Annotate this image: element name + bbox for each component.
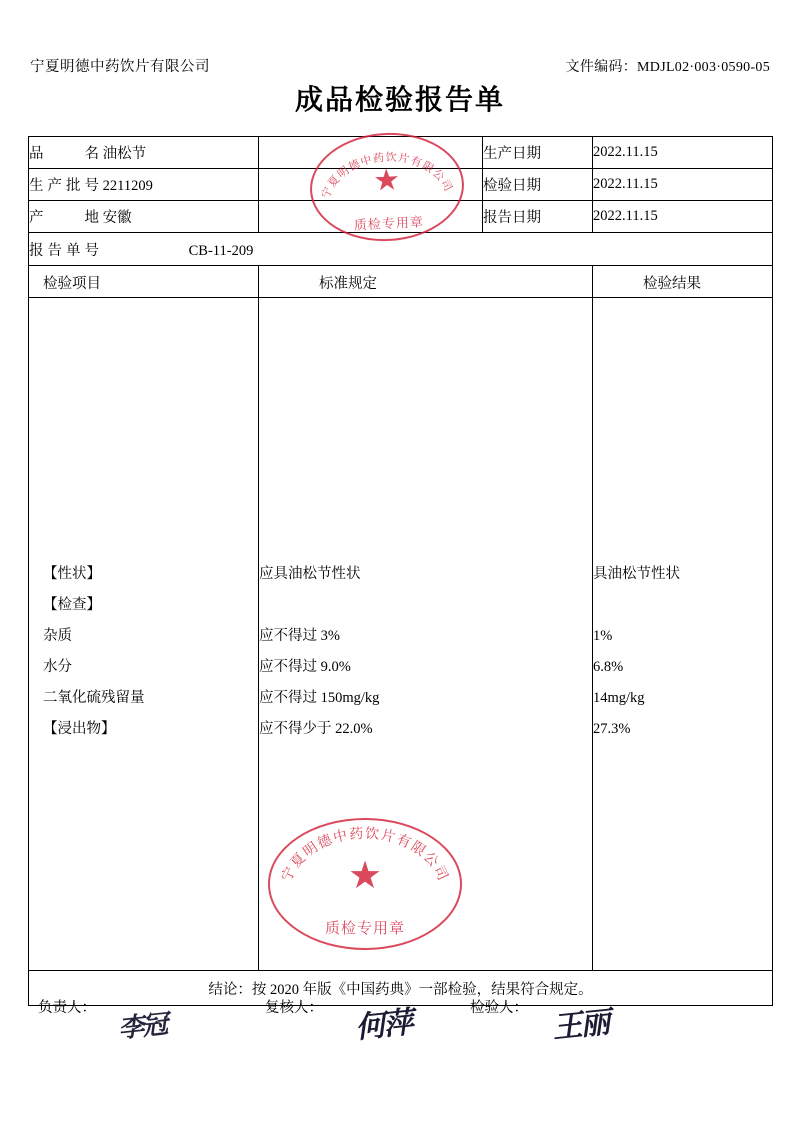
origin-label: 产 地 — [29, 210, 99, 226]
standards-list — [259, 523, 592, 745]
document-code-value: MDJL02·003·0590-05 — [637, 60, 770, 75]
report-date-value-cell: 2022.11.15 — [593, 201, 773, 233]
manager-signature-value: 李冠 — [116, 1009, 168, 1045]
table-column-headers — [29, 266, 773, 298]
reviewer-label: 复核人： — [265, 1000, 323, 1016]
inspection-date-value-cell: 2022.11.15 — [593, 169, 773, 201]
reviewer-signature-value: 何萍 — [353, 1005, 414, 1046]
list-item: 应不得少于 22.0% — [259, 721, 373, 737]
manager-label: 负责人： — [38, 1000, 96, 1016]
table-row — [29, 169, 773, 201]
items-column — [29, 298, 259, 971]
batch-value: 2211209 — [102, 178, 153, 194]
list-item: 水分 — [43, 659, 72, 675]
star-icon: ★ — [372, 163, 401, 198]
report-no-label: 报告单号 — [29, 242, 99, 259]
items-list — [29, 523, 258, 745]
reviewer-signature-block — [265, 996, 323, 1017]
spacer-cell-3 — [259, 201, 483, 233]
page-title: 成品检验报告单 — [294, 85, 505, 116]
conclusion-cell: 结论：按 2020 年版《中国药典》一部检验，结果符合规定。 — [29, 971, 773, 1006]
column-header-item: 检验项目 — [43, 276, 101, 292]
batch-label: 生产批号 — [29, 178, 99, 194]
product-name-label: 品 名 — [29, 146, 99, 162]
list-item: 【性状】 — [43, 566, 101, 582]
results-list — [593, 523, 772, 745]
list-item — [593, 590, 772, 621]
list-item: 应不得过 150mg/kg — [259, 690, 380, 706]
spacer-cell-1 — [259, 137, 483, 169]
list-item: 14mg/kg — [593, 690, 645, 706]
list-item: 【检查】 — [43, 597, 101, 613]
column-header-item-cell — [29, 266, 259, 298]
list-item: 应不得过 3% — [259, 628, 340, 644]
star-icon: ★ — [347, 855, 383, 898]
document-code-label: 文件编码： — [565, 60, 638, 75]
stamp-arc-label-bottom: 宁夏明德中药饮片有限公司 — [279, 826, 451, 885]
list-item: 1% — [593, 628, 613, 644]
column-header-standard-cell — [259, 266, 593, 298]
origin-cell — [29, 201, 259, 233]
inspector-signature-value: 王丽 — [550, 1005, 611, 1046]
table-row — [29, 137, 773, 169]
column-header-result-cell — [593, 266, 773, 298]
column-header-standard: 标准规定 — [319, 276, 377, 292]
batch-cell — [29, 169, 259, 201]
list-item: 杂质 — [43, 628, 72, 644]
stamp-arc-label-top: 宁夏明德中药饮片有限公司 — [319, 151, 455, 201]
spacer-cell-2 — [259, 169, 483, 201]
page-header — [30, 55, 770, 76]
production-date-value-cell: 2022.11.15 — [593, 137, 773, 169]
report-no-cell — [29, 233, 773, 266]
table-row — [29, 233, 773, 266]
inspection-date-label-cell: 检验日期 — [483, 169, 593, 201]
standards-column — [259, 298, 593, 971]
report-date-label-cell: 报告日期 — [483, 201, 593, 233]
table-row — [29, 201, 773, 233]
list-item: 【浸出物】 — [43, 721, 116, 737]
product-name-cell — [29, 137, 259, 169]
results-column — [593, 298, 773, 971]
stamp-sub-text-top: 质检专用章 — [353, 214, 425, 233]
table-body-row — [29, 298, 773, 971]
inspector-label: 检验人： — [470, 1000, 528, 1016]
document-code — [566, 56, 770, 76]
report-table — [28, 136, 773, 1006]
production-date-label-cell: 生产日期 — [483, 137, 593, 169]
list-item: 27.3% — [593, 721, 631, 737]
stamp-sub-text-bottom: 质检专用章 — [324, 921, 405, 937]
origin-value: 安徽 — [102, 210, 132, 226]
list-item: 6.8% — [593, 659, 624, 675]
list-item — [259, 590, 592, 621]
report-no-value: CB-11-209 — [188, 242, 254, 259]
column-header-result: 检验结果 — [643, 276, 701, 292]
list-item: 具油松节性状 — [593, 566, 680, 582]
list-item: 应具油松节性状 — [259, 566, 361, 582]
product-name-value: 油松节 — [102, 146, 147, 162]
list-item: 二氧化硫残留量 — [43, 690, 145, 706]
company-name: 宁夏明德中药饮片有限公司 — [30, 59, 210, 75]
manager-signature-block — [38, 996, 96, 1017]
list-item: 应不得过 9.0% — [259, 659, 351, 675]
inspector-signature-block — [470, 996, 528, 1017]
